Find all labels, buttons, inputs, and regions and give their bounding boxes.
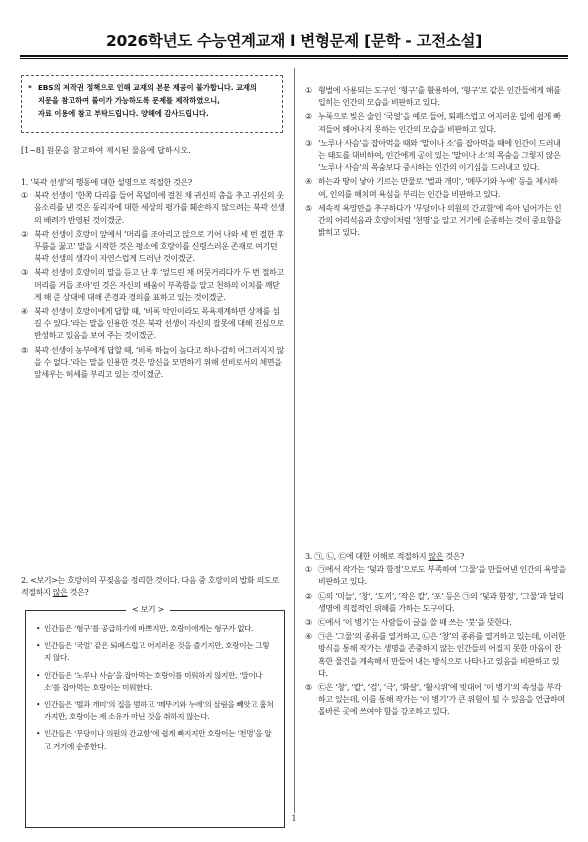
instruction: [1~8] 원문을 참고하여 제시된 물음에 답하시오. xyxy=(21,146,191,155)
header-rule xyxy=(20,55,568,57)
option-number: ③ xyxy=(305,618,312,628)
option-text: ㉢에서 ‘이 병기’는 사람들이 글을 쓸 때 쓰는 ‘붓’을 뜻한다. xyxy=(318,618,512,628)
option-number: ⑤ xyxy=(21,345,28,355)
option-number: ④ xyxy=(305,177,312,187)
header-rule-thin xyxy=(20,58,568,59)
notice-line: 자료 이용에 참고 부탁드립니다. 양해에 감사드립니다. xyxy=(38,109,209,118)
option-3[interactable] xyxy=(305,138,567,175)
bullet-icon: • xyxy=(36,700,41,710)
option-1[interactable] xyxy=(305,85,567,109)
option-number: ① xyxy=(21,191,28,201)
bogi-label: < 보기 > xyxy=(126,604,170,616)
stem-emphasis: 않은 xyxy=(428,552,444,561)
bullet-icon: • xyxy=(36,641,41,651)
option-2[interactable] xyxy=(305,111,567,135)
option-number: ① xyxy=(305,86,312,95)
option-number: ③ xyxy=(21,268,28,278)
option-5[interactable] xyxy=(305,682,567,719)
bogi-item-text: 인간들은 ‘벌과 개미’의 집을 범하고 ‘메뚜기와 누에’의 살림을 빼앗고 훔쳐 가지만, 호랑이는 제 소유가 아닌 것을 취하지 않는다. xyxy=(44,700,274,722)
option-text: 하는과 땅이 낳아 기르는 만물로 ‘벌과 개미’, ‘메뚜기와 누에’ 등을 제시하여, 인의를 해치며 욕심을 부리는 인간을 비판하고 있다. xyxy=(318,177,558,199)
bullet-icon: • xyxy=(36,670,41,680)
bogi-item xyxy=(36,640,274,664)
option-4[interactable] xyxy=(21,306,286,343)
column-divider xyxy=(294,68,295,813)
option-number: ⑤ xyxy=(305,203,312,213)
option-3[interactable] xyxy=(21,267,286,304)
stem-text-end: 것은? xyxy=(443,552,465,561)
question-3 xyxy=(305,551,567,719)
bogi-item xyxy=(36,699,274,723)
bogi-item-text: 인간들은 ‘국얼’ 같은 퇴폐스럽고 어지러운 것을 즐기지만, 호랑이는 그렇지 않다. xyxy=(44,641,270,663)
option-5[interactable] xyxy=(21,345,286,382)
stem-text: 2. <보기>는 호랑이의 꾸짖음을 정리한 것이다. 다음 중 호랑이의 발화 의도로 적절하지 xyxy=(21,576,279,598)
bullet-icon: • xyxy=(36,729,41,739)
option-2[interactable] xyxy=(21,229,286,266)
option-number: ① xyxy=(305,565,312,575)
bullet-icon: • xyxy=(36,624,41,633)
question-2-options xyxy=(305,85,567,239)
option-1[interactable] xyxy=(21,190,286,227)
option-5[interactable] xyxy=(305,203,567,240)
option-3[interactable] xyxy=(305,617,567,629)
option-number: ② xyxy=(305,112,312,122)
option-number: ③ xyxy=(305,138,312,148)
bogi-item xyxy=(36,623,274,635)
question-stem: 1. ‘북곽 선생’의 행동에 대한 설명으로 적절한 것은? xyxy=(21,178,192,187)
option-number: ② xyxy=(21,229,28,239)
asterisk-icon: * xyxy=(28,83,32,92)
option-2[interactable] xyxy=(305,591,567,615)
stem-emphasis: 않은 xyxy=(52,588,68,598)
option-text: 북곽 선생이 호랑이의 말을 듣고 난 후 ‘엎드린 채 머뭇거리다가 두 번 절하고 머리를 거듭 조아’린 것은 자신의 배움이 부족함을 알고 천하의 이치를 깨닫게 해 준 상대에 대해 존경과 경의를 표하고 있는 것이겠군. xyxy=(34,268,284,302)
option-text: ㉡의 ‘미늘’, ‘창’, ‘도끼’, ‘작은 칼’, ‘포’ 등은 ㉠의 ‘덫과 함정’, ‘그물’과 달리 생명에 직접적인 위해를 가하는 도구이다. xyxy=(318,591,564,613)
option-1[interactable] xyxy=(305,564,567,588)
option-number: ⑤ xyxy=(305,683,312,693)
option-number: ④ xyxy=(305,632,312,642)
option-4[interactable] xyxy=(305,631,567,680)
option-number: ④ xyxy=(21,307,28,317)
question-stem xyxy=(305,551,567,563)
option-text: ㉢은 ‘창’, ‘칼’, ‘검’, ‘극’, ‘화살’, ‘활시위’에 빗대어 ‘이 병기’의 속성을 부각하고 있는데, 이를 통해 작가는 ‘이 병기’가 큰 위험이 될 수 있음을 언급하며 올바른 곳에 쓰여야 함을 강조하고 있다. xyxy=(318,683,565,717)
copyright-notice xyxy=(21,75,283,133)
option-text: 북곽 선생이 ‘한쪽 다리를 들어 목덜미에 걸친 채 귀신의 춤을 추고 귀신의 웃음소리를 낸 것은 동리자에 대한 세상의 평가를 훼손하지 않으려는 북곽 선생의 배려가 반영된 것이겠군. xyxy=(34,191,285,225)
bogi-item-text: 인간들은 ‘무당이나 의원의 간교함’에 쉽게 빠지지만 호랑이는 ‘천명’을 알고 거기에 순종한다. xyxy=(44,729,272,751)
question-2 xyxy=(21,575,286,599)
notice-line: 지문을 참고하여 풀이가 가능하도록 문제를 제작하였으니, xyxy=(38,96,220,105)
bogi-item-text: 인간들은 ‘형구’를 공급하기에 바쁘지만, 호랑이에게는 형구가 없다. xyxy=(44,624,254,633)
option-text: 북곽 선생이 농부에게 답할 때, ‘비록 하늘이 높다고 하나-감히 어그러지지 않을 수 없다.’라는 말을 인용한 것은 망신을 모면하기 위해 선비로서의 체면을 앞세우는 허세를 부리고 있는 것이겠군. xyxy=(34,345,285,380)
question-1 xyxy=(21,177,286,381)
option-text: 세속적 욕망만을 추구하다가 ‘무당이나 의원의 간교함’에 속아 넘어가는 인간의 어리석음과 호랑이처럼 ‘천명’을 알고 거기에 순종하는 것이 중요함을 밝히고 있다. xyxy=(318,203,562,238)
bogi-item-text: 인간들은 ‘노루나 사슴’을 잡아먹는 호랑이를 미워하지 않지만, ‘말이나 소’를 잡아먹는 호랑이는 미워한다. xyxy=(44,670,263,692)
option-text: ㉠에서 작가는 ‘덫과 함정’으로도 부족하여 ‘그물’을 만들어낸 인간의 욕망을 비판하고 있다. xyxy=(318,565,566,587)
notice-line: EBS의 저작권 정책으로 인해 교재의 본문 제공이 불가합니다. 교재의 xyxy=(38,83,257,92)
page-title: 2026학년도 수능연계교재 l 변형문제 [문학 - 고전소설] xyxy=(105,32,483,50)
stem-text-end: 것은? xyxy=(67,588,89,598)
option-4[interactable] xyxy=(305,176,567,200)
page-number: 1 xyxy=(291,814,297,823)
option-text: 북곽 선생이 호랑이 앞에서 ‘머리를 조아리고 앉으로 기어 나와 세 번 절한 후 무릎을 꿇고’ 말을 시작한 것은 평소에 호랑이를 신령스러운 존재로 여기던 북곽 선생의 생각이 자연스럽게 드러난 것이겠군. xyxy=(34,229,284,264)
option-text: 형벌에 사용되는 도구인 ‘형구’를 활용하여, ‘형구’로 같은 인간들에게 해를 입히는 인간의 모습을 비판하고 있다. xyxy=(318,86,561,108)
option-text: ㉠은 ‘그물’의 종류를 열거하고, ㉡은 ‘창’의 종류를 열거하고 있는데, 이러한 방식을 통해 작가는 생명을 존중하지 않는 인간들의 어질지 못한 마음이 잔혹한 물건을 계속해서 만들어 내는 방식으로 나타나고 있음을 비판하고 있다. xyxy=(318,632,566,678)
question-stem xyxy=(21,575,286,599)
option-text: 북곽 선생이 호랑이에게 답할 때, ‘비록 악인이라도 목욕재계하면 상제를 섬길 수 있다.’라는 말을 인용한 것은 북곽 선생이 자신의 잘못에 대해 진심으로 반성하고 있음을 보여 주는 것이겠군. xyxy=(34,307,284,341)
bogi-box xyxy=(25,605,285,828)
stem-text: 3. ㉠, ㉡, ㉢에 대한 이해로 적절하지 xyxy=(305,552,429,561)
option-text: ‘노루나 사슴’을 잡아먹을 때와 ‘말이나 소’를 잡아먹을 때에 인간이 드러내는 태도를 대비하여, 인간에게 공이 있는 ‘말이나 소’의 목숨을 그렇지 않은 ‘노루나 사슴’의 목숨보다 중시하는 인간의 이기심을 드러내고 있다. xyxy=(318,138,561,173)
option-number: ② xyxy=(305,591,312,601)
bogi-item xyxy=(36,670,274,694)
option-text: 누룩으로 빚은 술인 ‘국얼’을 예로 들어, 퇴폐스럽고 어지러운 일에 쉽게 빠져들어 헤어나지 못하는 인간의 모습을 비판하고 있다. xyxy=(318,112,561,134)
bogi-item xyxy=(36,728,274,752)
